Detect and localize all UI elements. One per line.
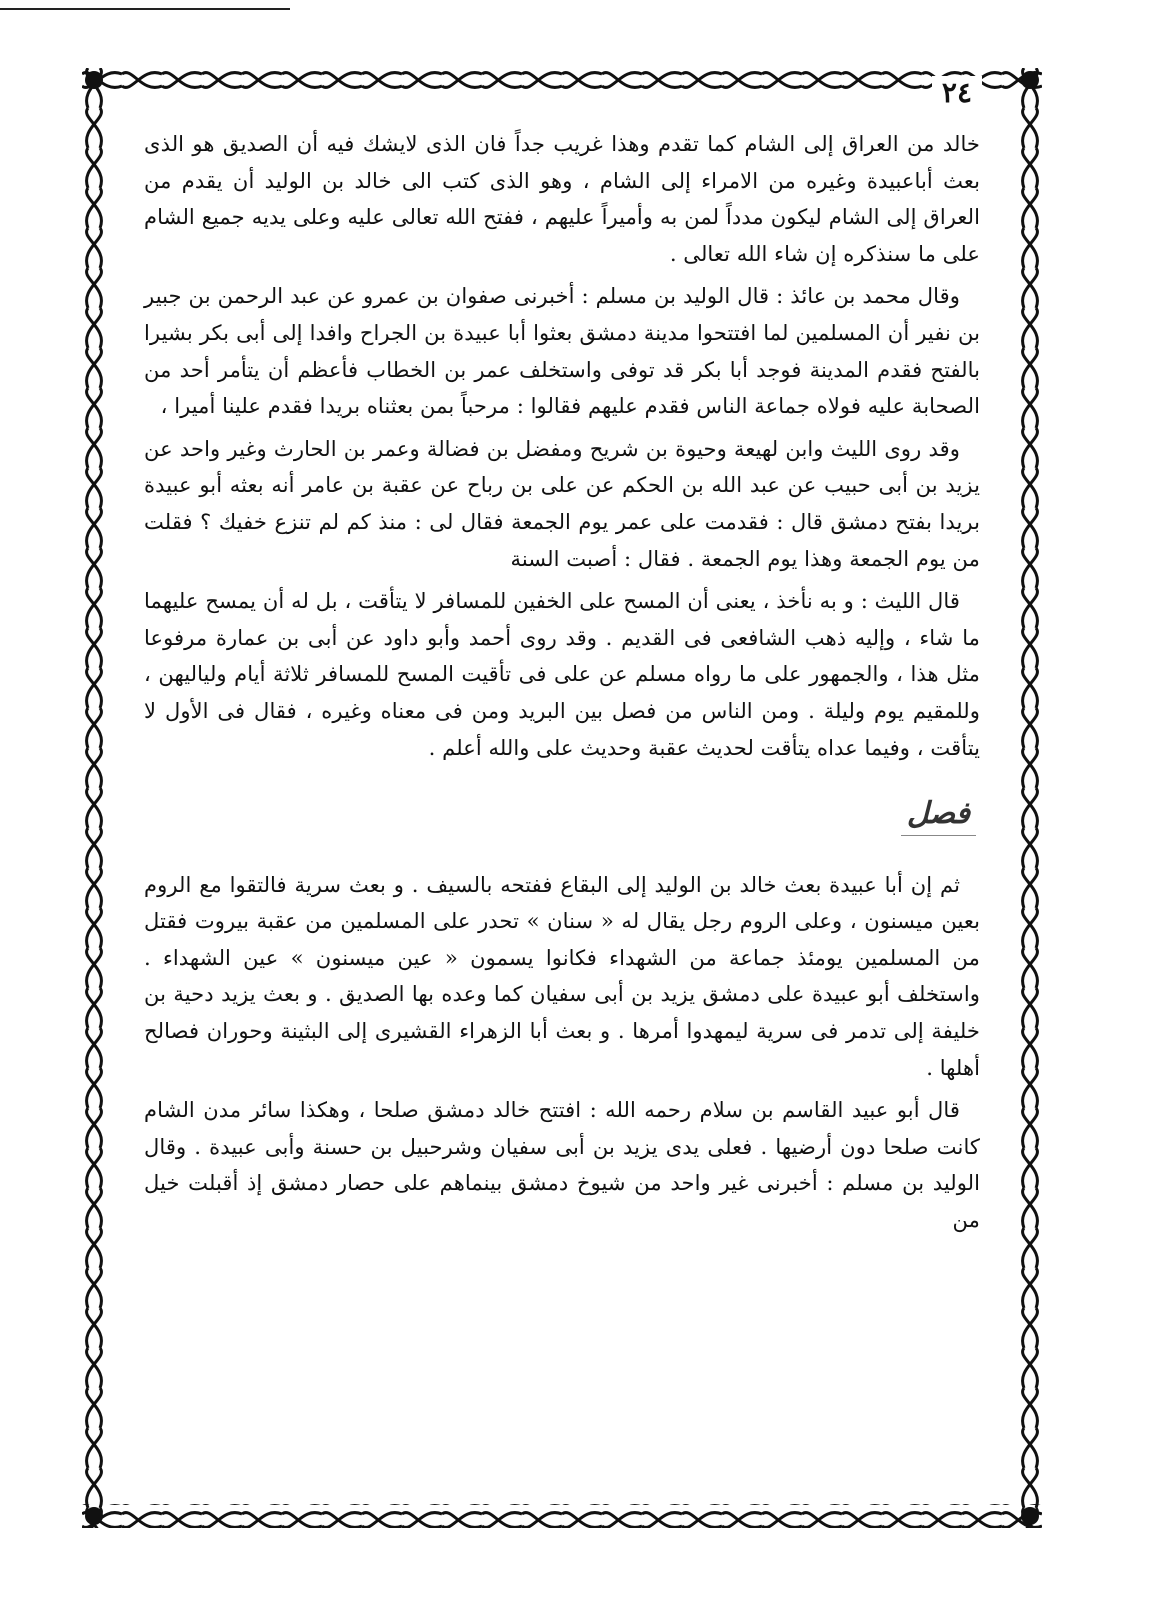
- corner-ornament-top-right: [1021, 71, 1039, 89]
- border-right: [1018, 68, 1042, 1528]
- section-two: [144, 867, 980, 1239]
- corner-ornament-bottom-right: [1021, 1507, 1039, 1525]
- section-one: [144, 126, 980, 766]
- corner-ornament-top-left: [85, 71, 103, 89]
- border-top: [82, 68, 1042, 92]
- page-number: ٢٤: [932, 76, 982, 109]
- border-left: [82, 68, 106, 1528]
- paragraph-2: وقال محمد بن عائذ : قال الوليد بن مسلم : أخبرنى صفوان بن عمرو عن عبد الرحمن بن جبير بن نفير أن المسلمين لما افتتحوا مدينة دمشق بعثوا أبا عبيدة بن الجراح وافدا إلى أبى بكر بشيرا بالفتح فقدم المدينة فوجد أبا بكر قد توفى واستخلف عمر بن الخطاب فأعظم أن يتأمر أحد من الصحابة عليه فولاه جماعة الناس فقدم عليهم فقالوا : مرحباً بمن بعثناه بريدا فقدم علينا أميرا ،: [144, 283, 980, 419]
- paragraph-1: خالد من العراق إلى الشام كما تقدم وهذا غريب جداً فان الذى لايشك فيه أن الصديق هو الذى بعث أباعبيدة وغيره من الامراء إلى الشام ، وهو الذى كتب الى خالد بن الوليد أن يقدم من العراق إلى الشام ليكون مدداً لمن به وأميراً عليهم ، ففتح الله تعالى عليه وعلى يديه جميع الشام على ما سنذكره إن شاء الله تعالى .: [144, 131, 980, 266]
- paragraph-3: وقد روى الليث وابن لهيعة وحيوة بن شريح ومفضل بن فضالة وعمر بن الحارث وغير واحد عن يزيد بن أبى حبيب عن عبد الله بن الحكم عن على بن رباح عن عقبة بن عامر أنه بعثه أبو عبيدة بريدا بفتح دمشق قال : فقدمت على عمر يوم الجمعة فقال لى : منذ كم لم تنزع خفيك ؟ فقلت من يوم الجمعة وهذا يوم الجمعة . فقال : أصبت السنة: [144, 435, 980, 571]
- paragraph-4: قال الليث : و به نأخذ ، يعنى أن المسح على الخفين للمسافر لا يتأقت ، بل له أن يمسح عليهما ما شاء ، وإليه ذهب الشافعى فى القديم . وقد روى أحمد وأبو داود عن أبى بن عمارة مرفوعا مثل هذا ، والجمهور على ما رواه مسلم عن على فى تأقيت المسح للمسافر ثلاثة أيام ولياليهن ، وللمقيم يوم وليلة . ومن الناس من فصل بين البريد ومن فى معناه وغيره ، فقال فى الأول لا يتأقت ، وفيما عداه يتأقت لحديث عقبة وحديث على والله أعلم .: [144, 588, 980, 760]
- section-heading: [144, 796, 976, 833]
- page-frame: [82, 68, 1042, 1528]
- corner-ornament-bottom-left: [85, 1507, 103, 1525]
- paragraph-6: قال أبو عبيد القاسم بن سلام رحمه الله : افتتح خالد دمشق صلحا ، وهكذا سائر مدن الشام كانت صلحا دون أرضيها . فعلى يدى يزيد بن أبى سفيان وشرحبيل بن حسنة وأبى عبيدة . وقال الوليد بن مسلم : أخبرنى غير واحد من شيوخ دمشق بينماهم على حصار دمشق إذ أقبلت خيل من: [144, 1097, 980, 1233]
- border-bottom: [82, 1504, 1042, 1528]
- top-edge-rule: [0, 8, 290, 10]
- page-content: [144, 126, 980, 1245]
- paragraph-5: ثم إن أبا عبيدة بعث خالد بن الوليد إلى البقاع ففتحه بالسيف . و بعث سرية فالتقوا مع الروم بعين ميسنون ، وعلى الروم رجل يقال له « سنان » تحدر على المسلمين من عقبة بيروت فقتل من المسلمين يومئذ جماعة من الشهداء فكانوا يسمون « عين ميسنون » عين الشهداء . واستخلف أبو عبيدة على دمشق يزيد بن أبى سفيان كما وعده بها الصديق . و بعث يزيد دحية بن خليفة إلى تدمر فى سرية ليمهدوا أمرها . و بعث أبا الزهراء القشيرى إلى البثينة وحوران فصالح أهلها .: [144, 871, 980, 1080]
- section-heading-text: فصل: [901, 796, 976, 836]
